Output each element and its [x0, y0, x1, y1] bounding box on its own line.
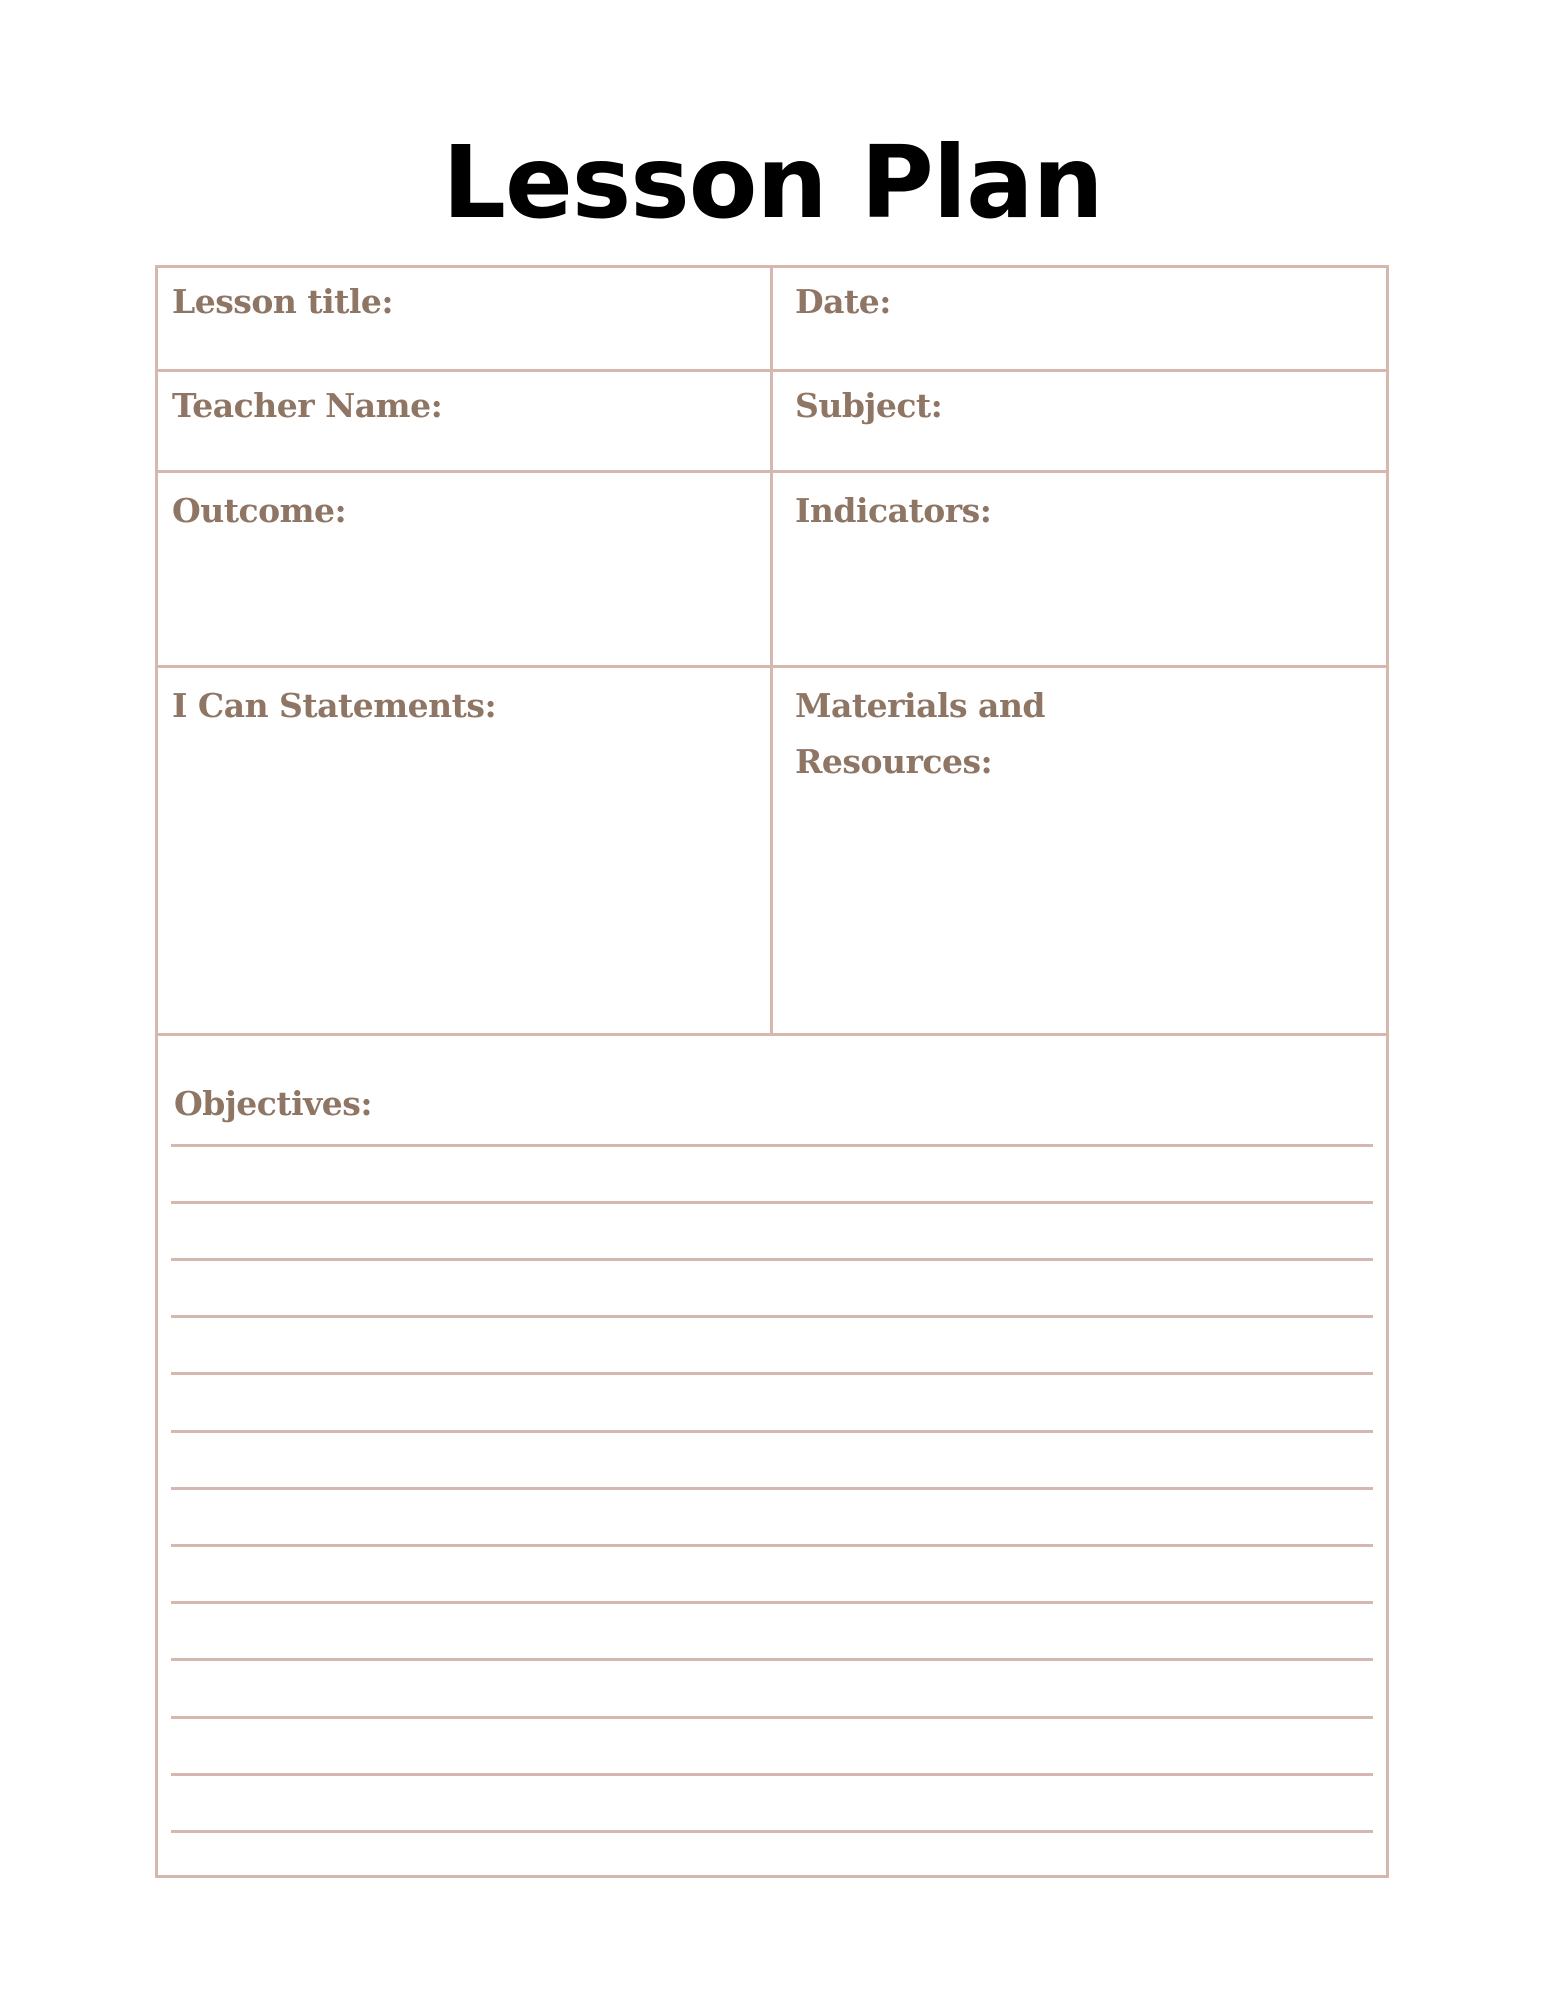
row-divider-2 — [155, 470, 1389, 473]
materials-resources-field-line2[interactable]: Resources: — [795, 742, 993, 781]
objective-line[interactable] — [171, 1430, 1373, 1433]
objective-line[interactable] — [171, 1544, 1373, 1547]
indicators-field[interactable]: Indicators: — [795, 491, 992, 530]
row-divider-3 — [155, 665, 1389, 668]
objective-line[interactable] — [171, 1601, 1373, 1604]
objective-line[interactable] — [171, 1830, 1373, 1833]
objective-line[interactable] — [171, 1144, 1373, 1147]
objective-line[interactable] — [171, 1773, 1373, 1776]
teacher-name-field[interactable]: Teacher Name: — [172, 386, 443, 425]
objective-line[interactable] — [171, 1716, 1373, 1719]
i-can-statements-field[interactable]: I Can Statements: — [172, 686, 497, 725]
date-field[interactable]: Date: — [795, 282, 891, 321]
outcome-field[interactable]: Outcome: — [172, 491, 347, 530]
row-divider-1 — [155, 369, 1389, 372]
page-title: Lesson Plan — [442, 124, 1103, 241]
lesson-title-field[interactable]: Lesson title: — [172, 282, 394, 321]
objectives-label: Objectives: — [174, 1084, 373, 1123]
objective-line[interactable] — [171, 1315, 1373, 1318]
row-divider-4 — [155, 1033, 1389, 1036]
objective-line[interactable] — [171, 1372, 1373, 1375]
objective-line[interactable] — [171, 1201, 1373, 1204]
objective-line[interactable] — [171, 1487, 1373, 1490]
materials-resources-field-line1[interactable]: Materials and — [795, 686, 1046, 725]
subject-field[interactable]: Subject: — [795, 386, 943, 425]
column-divider — [770, 265, 773, 1035]
objective-line[interactable] — [171, 1258, 1373, 1261]
objective-line[interactable] — [171, 1658, 1373, 1661]
